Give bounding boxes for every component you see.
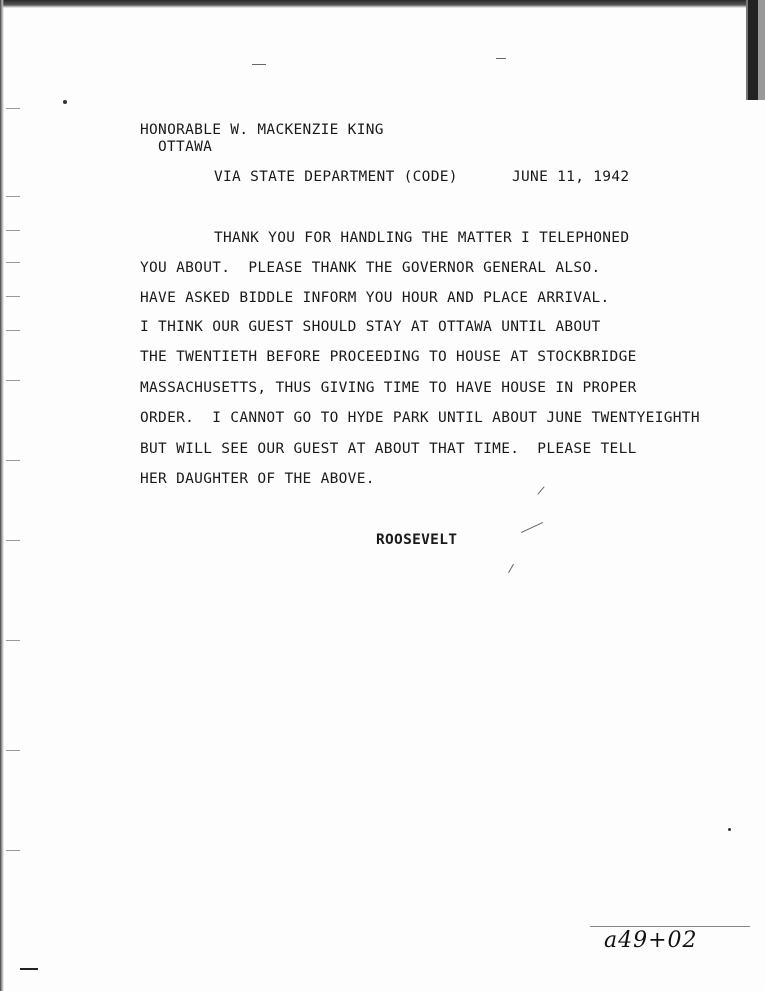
margin-mark bbox=[6, 196, 20, 197]
margin-mark bbox=[6, 460, 20, 461]
margin-mark bbox=[6, 262, 20, 263]
letter-date: JUNE 11, 1942 bbox=[512, 169, 630, 185]
scan-speck bbox=[537, 486, 544, 494]
scan-right-edge-shadow bbox=[758, 0, 765, 100]
scan-speck bbox=[728, 828, 731, 831]
margin-mark bbox=[6, 640, 20, 641]
scan-speck bbox=[508, 564, 514, 573]
margin-mark bbox=[6, 850, 20, 851]
margin-mark bbox=[6, 296, 20, 297]
archive-number-rule bbox=[590, 926, 750, 927]
scan-left-edge bbox=[0, 0, 4, 991]
scan-speck bbox=[496, 58, 506, 59]
signature: ROOSEVELT bbox=[376, 532, 458, 548]
scan-right-edge bbox=[746, 0, 758, 100]
scan-top-edge bbox=[0, 0, 765, 8]
margin-mark bbox=[6, 108, 20, 109]
margin-mark bbox=[6, 330, 20, 331]
archive-number: a49+02 bbox=[604, 928, 698, 953]
body-line: THANK YOU FOR HANDLING THE MATTER I TELEPHONED bbox=[214, 230, 630, 246]
scan-corner-mark bbox=[20, 968, 38, 970]
body-line: HAVE ASKED BIDDLE INFORM YOU HOUR AND PLACE ARRIVAL. bbox=[140, 290, 610, 306]
body-line: HER DAUGHTER OF THE ABOVE. bbox=[140, 471, 375, 487]
scan-speck bbox=[63, 100, 67, 104]
scan-speck bbox=[252, 64, 266, 65]
body-line: I THINK OUR GUEST SHOULD STAY AT OTTAWA UNTIL ABOUT bbox=[140, 319, 601, 335]
body-line: MASSACHUSETTS, THUS GIVING TIME TO HAVE HOUSE IN PROPER bbox=[140, 380, 637, 396]
body-line: YOU ABOUT. PLEASE THANK THE GOVERNOR GENERAL ALSO. bbox=[140, 260, 601, 276]
margin-mark bbox=[6, 750, 20, 751]
margin-mark bbox=[6, 380, 20, 381]
via-line: VIA STATE DEPARTMENT (CODE) bbox=[214, 169, 458, 185]
scan-speck bbox=[521, 522, 543, 533]
body-line: BUT WILL SEE OUR GUEST AT ABOUT THAT TIME. PLEASE TELL bbox=[140, 441, 637, 457]
body-line: ORDER. I CANNOT GO TO HYDE PARK UNTIL ABOUT JUNE TWENTYEIGHTH bbox=[140, 410, 700, 426]
body-line: THE TWENTIETH BEFORE PROCEEDING TO HOUSE AT STOCKBRIDGE bbox=[140, 349, 637, 365]
margin-mark bbox=[6, 230, 20, 231]
recipient-location: OTTAWA bbox=[158, 139, 213, 155]
recipient-name: HONORABLE W. MACKENZIE KING bbox=[140, 122, 384, 138]
margin-mark bbox=[6, 540, 20, 541]
